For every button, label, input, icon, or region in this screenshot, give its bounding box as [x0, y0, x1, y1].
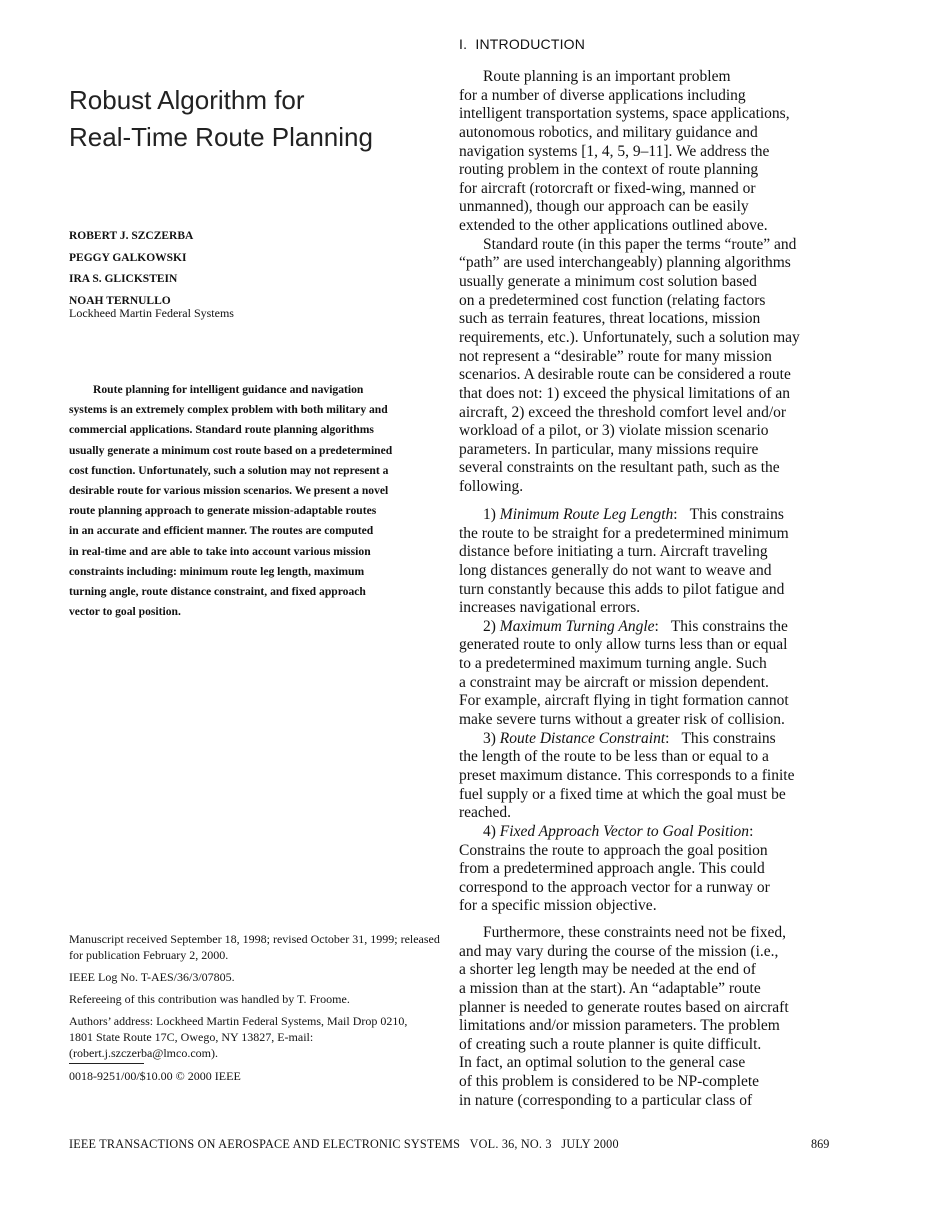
text-line: preset maximum distance. This corresponds to a finite	[459, 766, 795, 784]
text-line: for a specific mission objective.	[459, 897, 657, 915]
text-line: planner is needed to generate routes based on aircraft	[459, 998, 789, 1016]
text-line: following.	[459, 478, 524, 496]
text-line: make severe turns without a greater risk of collision.	[459, 711, 785, 729]
text-line: Constrains the route to approach the goal position	[459, 841, 768, 859]
text-line: the length of the route to be less than or equal to a	[459, 748, 769, 766]
constraint-first-line	[459, 618, 834, 637]
author-list	[69, 226, 193, 312]
constraint-text: This constrains	[681, 729, 776, 747]
text-line: routing problem in the context of route planning	[459, 161, 759, 179]
text-line: that does not: 1) exceed the physical limitations of an	[459, 384, 791, 402]
abstract-line: commercial applications. Standard route planning algorithms	[69, 423, 374, 437]
footnote: Manuscript received September 18, 1998; revised October 31, 1999; released for publication February 2, 2000.	[69, 932, 440, 962]
text-line: reached.	[459, 804, 512, 822]
text-line: In fact, an optimal solution to the general case	[459, 1054, 746, 1072]
constraint-title: Minimum Route Leg Length	[499, 506, 674, 523]
constraint-text: This constrains	[689, 506, 784, 523]
constraint-number: 1)	[483, 506, 500, 523]
text-line: increases navigational errors.	[459, 599, 641, 617]
abstract-line: cost function. Unfortunately, such a solution may not represent a	[69, 463, 389, 477]
title-line: Robust Algorithm for	[69, 85, 305, 115]
constraint-title: Fixed Approach Vector to Goal Position	[499, 822, 750, 840]
abstract-line: route planning approach to generate mission-adaptable routes	[69, 504, 377, 518]
text-line: autonomous robotics, and military guidance and	[459, 123, 758, 141]
author: IRA S. GLICKSTEIN	[69, 273, 178, 285]
text-line: to a predetermined maximum turning angle. Such	[459, 655, 767, 673]
text-line: not represent a “desirable” route for many mission	[459, 347, 772, 365]
section-heading: I. INTRODUCTION	[459, 36, 586, 52]
text-line: a constraint may be aircraft or mission dependent.	[459, 673, 769, 691]
abstract-line: systems is an extremely complex problem with both military and	[69, 403, 388, 417]
footnote: IEEE Log No. T-AES/36/3/07805.	[69, 970, 235, 984]
constraint-colon: :	[673, 506, 678, 523]
constraint-colon: :	[665, 729, 670, 747]
text-line: Standard route (in this paper the terms “route” and	[483, 235, 797, 253]
text-line: correspond to the approach vector for a runway or	[459, 878, 770, 896]
constraint-title: Maximum Turning Angle	[499, 617, 655, 635]
text-line: aircraft, 2) exceed the threshold comfort level and/or	[459, 403, 787, 421]
text-line: long distances generally do not want to weave and	[459, 561, 772, 579]
text-line: from a predetermined approach angle. This could	[459, 860, 765, 878]
intro-continuation	[459, 924, 834, 1110]
text-line: a mission than at the start). An “adaptable” route	[459, 979, 761, 997]
title-line: Real-Time Route Planning	[69, 122, 373, 152]
text-line: Route planning is an important problem	[483, 68, 731, 85]
author: NOAH TERNULLO	[69, 294, 171, 307]
text-line: the route to be straight for a predetermined minimum	[459, 524, 789, 542]
text-line: For example, aircraft flying in tight formation cannot	[459, 692, 789, 710]
text-line: workload of a pilot, or 3) violate mission scenario	[459, 422, 769, 440]
text-line: limitations and/or mission parameters. The problem	[459, 1017, 780, 1035]
abstract	[69, 380, 441, 622]
footnote: Authors’ address: Lockheed Martin Federal Systems, Mail Drop 0210, 1801 State Route 17C, Owego, NY 13827, E-mail: (robert.j.szczerba@lmco.com).	[69, 1014, 408, 1060]
text-line: for a number of diverse applications including	[459, 86, 746, 104]
intro-paragraphs	[459, 68, 834, 497]
author: ROBERT J. SZCZERBA	[69, 230, 194, 242]
constraint-number: 3)	[483, 729, 500, 747]
text-line: distance before initiating a turn. Aircraft traveling	[459, 543, 768, 561]
text-line: generated route to only allow turns less than or equal	[459, 636, 788, 654]
constraint-text: This constrains the	[670, 617, 788, 635]
abstract-line: turning angle, route distance constraint, and fixed approach	[69, 585, 366, 599]
abstract-line: usually generate a minimum cost route based on a predetermined	[69, 443, 393, 457]
text-line: parameters. In particular, many missions require	[459, 440, 759, 458]
abstract-line: in an accurate and efficient manner. The routes are computed	[69, 524, 374, 538]
text-line: intelligent transportation systems, space applications,	[459, 105, 790, 123]
abstract-line: constraints including: minimum route leg length, maximum	[69, 564, 365, 578]
abstract-line: in real-time and are able to take into account various mission	[69, 544, 371, 558]
text-line: several constraints on the resultant path, such as the	[459, 459, 780, 477]
footnotes	[69, 931, 441, 1067]
paper-title	[69, 82, 373, 156]
text-line: such as terrain features, threat locations, mission	[459, 310, 761, 328]
constraint-number: 4)	[483, 822, 500, 840]
abstract-line: Route planning for intelligent guidance and navigation	[93, 383, 364, 396]
footnote: Refereeing of this contribution was handled by T. Froome.	[69, 992, 350, 1006]
text-line: a shorter leg length may be needed at the end of	[459, 961, 756, 979]
constraint-first-line	[459, 506, 834, 525]
copyright: 0018-9251/00/$10.00 © 2000 IEEE	[69, 1069, 241, 1083]
footnote-separator	[69, 1063, 144, 1064]
text-line: usually generate a minimum cost solution based	[459, 273, 757, 291]
constraint-colon: :	[654, 617, 659, 635]
constraint-colon: :	[749, 822, 754, 840]
text-line: Furthermore, these constraints need not be fixed,	[483, 924, 787, 941]
page-number: 869	[811, 1137, 830, 1151]
text-line: of creating such a route planner is quite difficult.	[459, 1035, 762, 1053]
text-line: and may vary during the course of the mission (i.e.,	[459, 942, 779, 960]
text-line: navigation systems [1, 4, 5, 9–11]. We address the	[459, 142, 770, 160]
text-line: for aircraft (rotorcraft or fixed-wing, manned or	[459, 179, 756, 197]
text-line: on a predetermined cost function (relating factors	[459, 291, 766, 309]
author: PEGGY GALKOWSKI	[69, 251, 187, 264]
affiliation: Lockheed Martin Federal Systems	[69, 306, 234, 320]
constraint-first-line	[459, 730, 834, 749]
text-line: fuel supply or a fixed time at which the goal must be	[459, 785, 786, 803]
text-line: “path” are used interchangeably) planning algorithms	[459, 254, 791, 272]
constraint-first-line	[459, 823, 834, 842]
text-line: turn constantly because this adds to pilot fatigue and	[459, 580, 785, 598]
text-line: in nature (corresponding to a particular class of	[459, 1091, 753, 1109]
constraint-list	[459, 506, 834, 916]
constraint-number: 2)	[483, 617, 500, 635]
constraint-title: Route Distance Constraint	[499, 729, 666, 747]
abstract-line: desirable route for various mission scenarios. We present a novel	[69, 484, 389, 498]
text-line: requirements, etc.). Unfortunately, such a solution may	[459, 328, 800, 346]
text-line: unmanned), though our approach can be easily	[459, 198, 749, 216]
journal-footer: IEEE TRANSACTIONS ON AEROSPACE AND ELECTRONIC SYSTEMS VOL. 36, NO. 3 JULY 2000	[69, 1137, 619, 1151]
text-line: of this problem is considered to be NP-complete	[459, 1073, 760, 1091]
text-line: extended to the other applications outlined above.	[459, 217, 768, 235]
text-line: scenarios. A desirable route can be considered a route	[459, 366, 791, 384]
abstract-line: vector to goal position.	[69, 605, 181, 619]
